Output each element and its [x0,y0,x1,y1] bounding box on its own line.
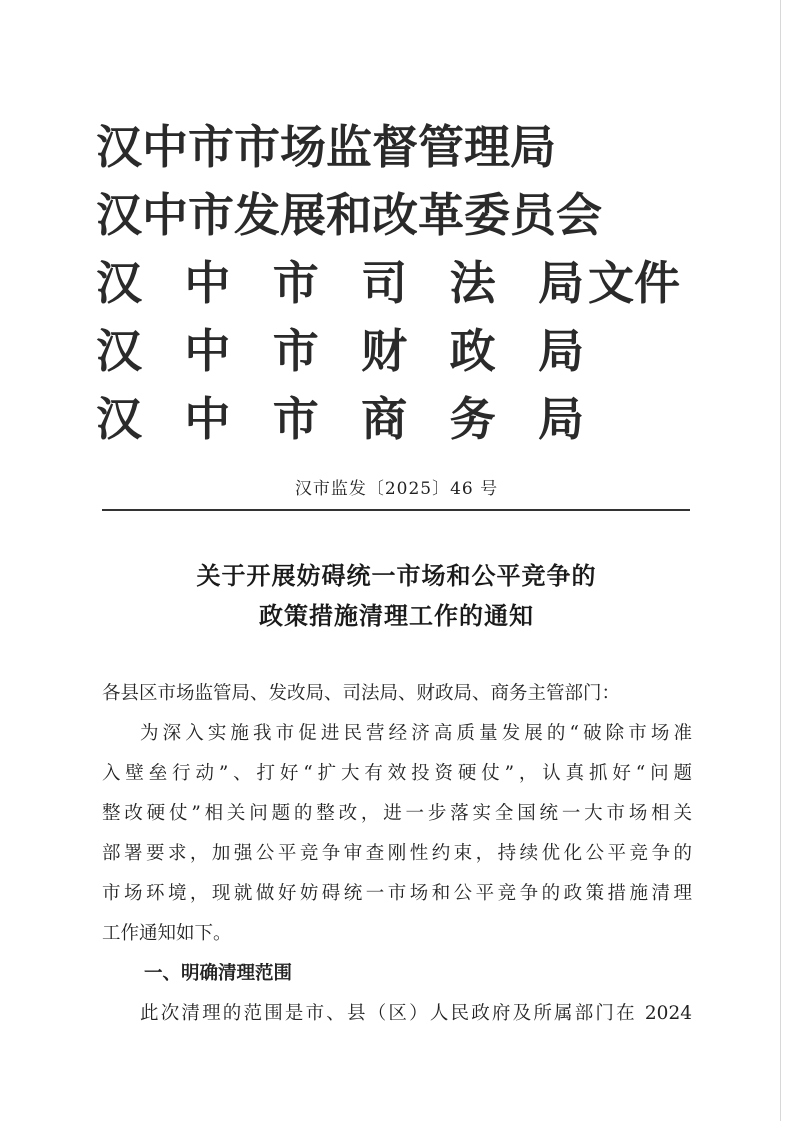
body-line: 工作通知如下。 [102,923,232,944]
title-line-1: 关于开展妨碍统一市场和公平竞争的 [196,561,597,590]
document-suffix: 文件 [588,256,680,310]
org-development-reform: 汉中市发展和改革委员会 [96,188,602,242]
document-number: 汉市监发〔2025〕46 号 [294,479,499,499]
body-line: 市场环境，现就做好妨碍统一市场和公平竞争的政策措施清理 [102,883,692,904]
body-line: 整改硬仗”相关问题的整改，进一步落实全国统一大市场相关 [102,803,692,824]
body-line: 入壁垒行动”、打好“扩大有效投资硬仗”，认真抓好“问题 [102,763,692,784]
org-finance-bureau: 汉 中 市 财 政 局 [96,324,584,378]
body-line: 部署要求，加强公平竞争审查刚性约束，持续优化公平竞争的 [102,843,692,864]
body-line: 为深入实施我市促进民营经济高质量发展的“破除市场准 [140,723,692,744]
org-commerce-bureau: 汉 中 市 商 务 局 [96,392,584,446]
org-market-supervision: 汉中市市场监督管理局 [96,120,556,174]
header-divider [102,509,690,511]
salutation: 各县区市场监管局、发改局、司法局、财政局、商务主管部门： [102,683,621,704]
org-justice-bureau: 汉 中 市 司 法 局 [96,256,584,310]
section-heading: 一、明确清理范围 [144,963,293,984]
title-line-2: 政策措施清理工作的通知 [259,601,534,630]
body-line: 此次清理的范围是市、县（区）人民政府及所属部门在 2024 [140,1003,692,1024]
